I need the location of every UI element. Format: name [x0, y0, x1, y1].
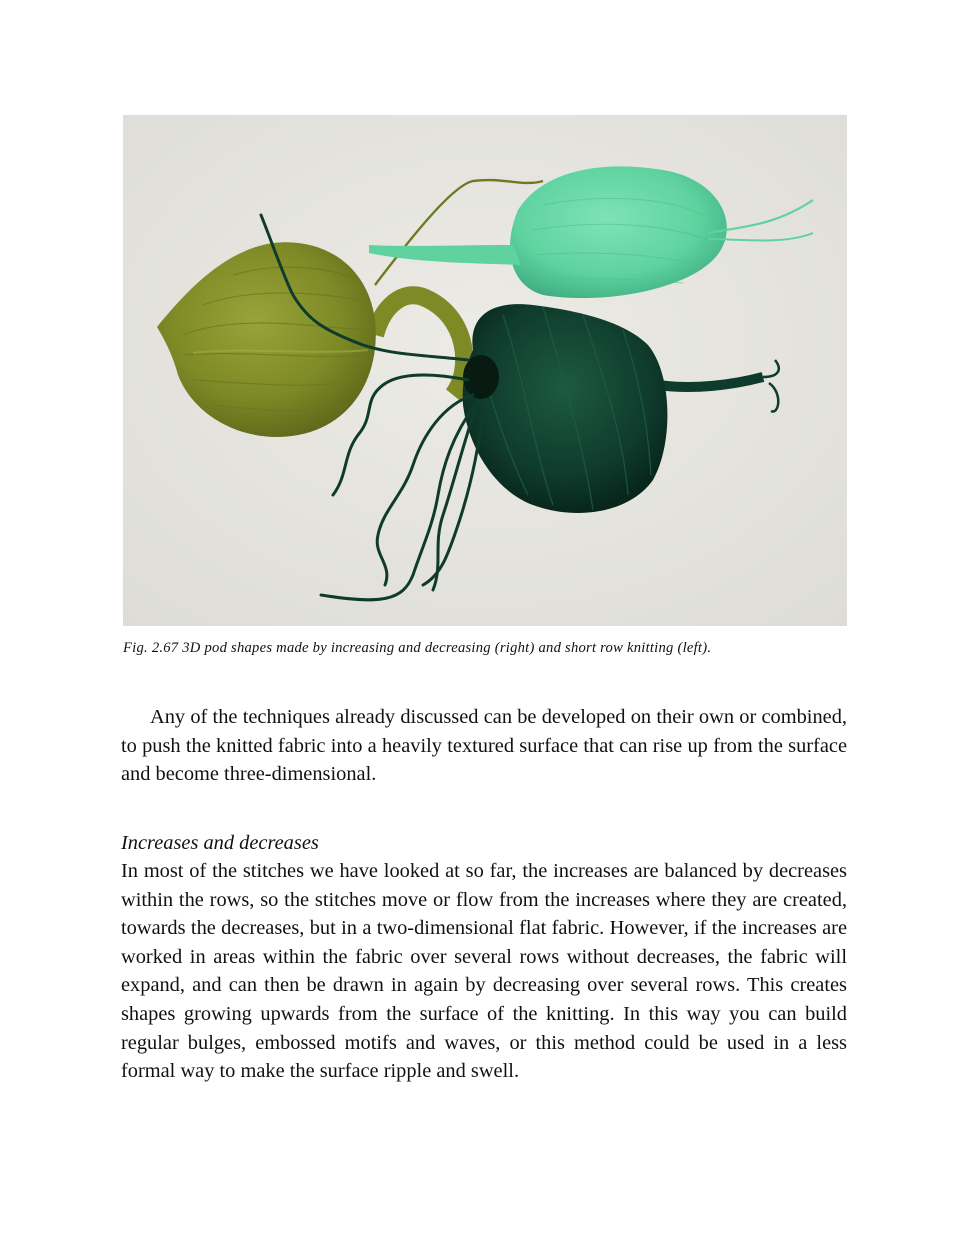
section-body-paragraph: In most of the stitches we have looked at so far, the increases are balanced by decreases within the rows, so the stitches move or flow from the increases where they are created, towards the decreases, but in a two-dimensional flat fabric. However, if the increases are worked in areas within the fabric over several rows without decreases, the fabric will expand, and can then be drawn in again by decreasing over several rows. This creates shapes growing upwards from the surface of the knitting. In this way you can build regular bulges, embossed motifs and waves, or this method could be used in a less formal way to make the surface ripple and swell.: [121, 860, 847, 1083]
intro-paragraph: Any of the techniques already discussed can be developed on their own or combined, to push the knitted fabric into a heavily textured surface that can rise up from the surface and become three-dimensional.: [121, 706, 847, 786]
section-heading: Increases and decreases: [121, 832, 319, 854]
figure-photo: [123, 115, 847, 626]
knitted-pods-illustration: [123, 115, 847, 626]
figure-caption: Fig. 2.67 3D pod shapes made by increasing and decreasing (right) and short row knitting (left).: [123, 640, 712, 656]
